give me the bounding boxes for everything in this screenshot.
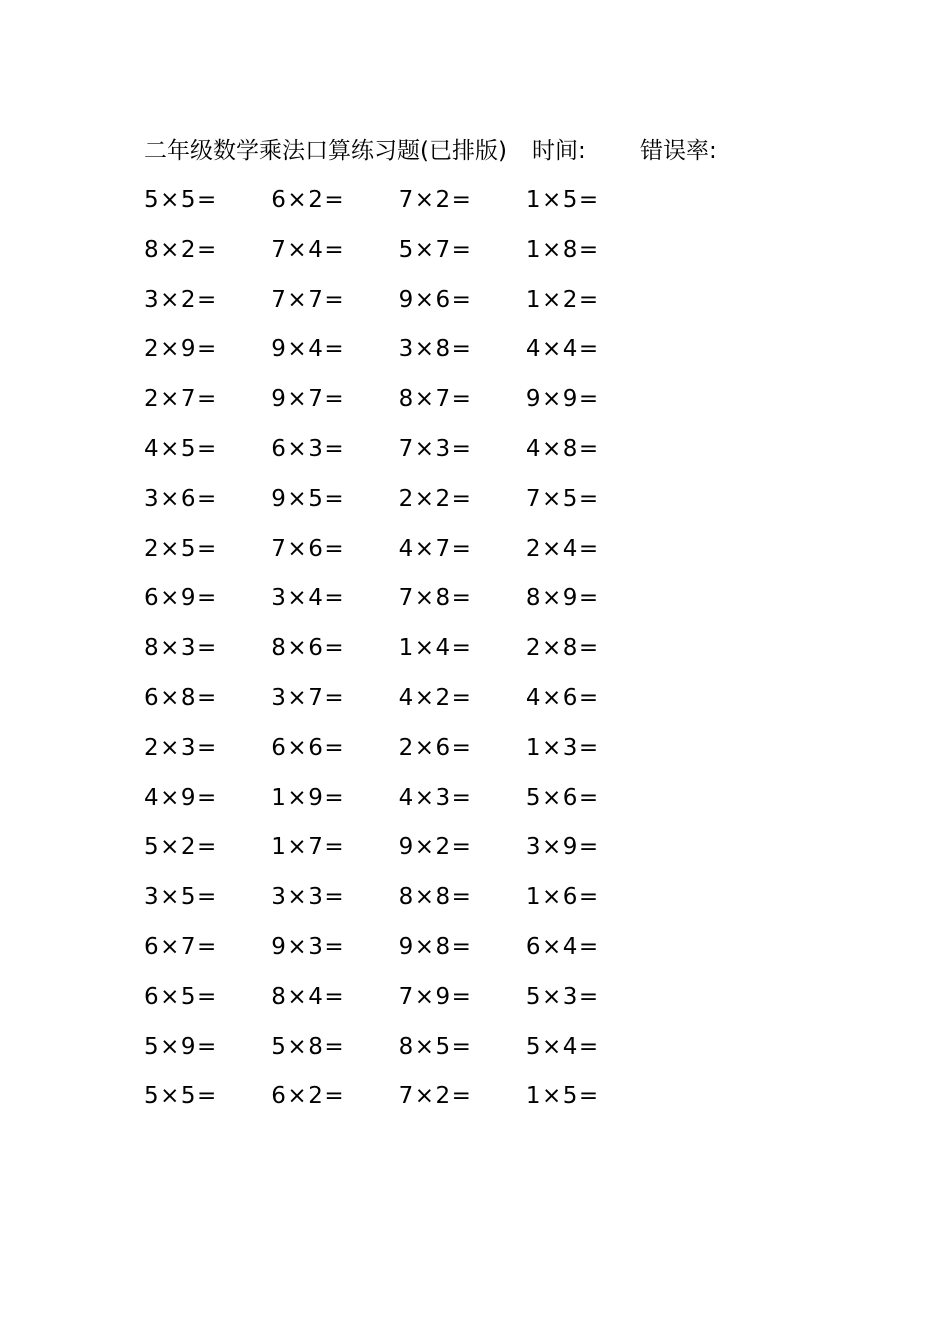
worksheet-title: 二年级数学乘法口算练习题(已排版) xyxy=(144,138,507,164)
problem-item: 4×5= xyxy=(144,435,218,462)
time-label: 时间: xyxy=(532,138,586,164)
problem-row xyxy=(144,184,664,234)
problem-item: 1×8= xyxy=(525,236,600,263)
problem-item: 4×9= xyxy=(144,784,218,811)
problem-row xyxy=(144,433,664,483)
problem-item: 7×9= xyxy=(398,983,473,1010)
problem-row xyxy=(144,931,664,981)
problem-item: 6×4= xyxy=(525,933,600,960)
problem-item: 3×4= xyxy=(271,585,346,612)
problem-item: 9×2= xyxy=(398,834,473,861)
problem-item: 5×7= xyxy=(398,236,473,263)
problem-item: 7×7= xyxy=(271,286,346,313)
problem-item: 3×8= xyxy=(398,336,473,363)
problem-item: 7×5= xyxy=(525,485,600,512)
problem-row xyxy=(144,383,664,433)
error-rate-label: 错误率: xyxy=(640,138,717,164)
problem-item: 6×6= xyxy=(271,734,346,761)
problem-item: 6×2= xyxy=(271,187,346,213)
problem-item: 1×5= xyxy=(525,187,600,213)
problem-item: 7×8= xyxy=(398,585,473,612)
problem-item: 3×9= xyxy=(525,834,600,861)
problem-item: 5×5= xyxy=(144,1083,218,1110)
problem-item: 3×5= xyxy=(144,884,218,911)
problem-row xyxy=(144,732,664,782)
problem-item: 2×5= xyxy=(144,535,218,562)
problem-item: 2×7= xyxy=(144,386,218,413)
problem-item: 5×5= xyxy=(144,187,218,213)
problem-item: 2×3= xyxy=(144,734,218,761)
problem-item: 2×8= xyxy=(525,635,600,662)
problem-grid xyxy=(144,184,664,1130)
problem-item: 8×8= xyxy=(398,884,473,911)
problem-item: 8×4= xyxy=(271,983,346,1010)
problem-row xyxy=(144,284,664,334)
problem-item: 7×3= xyxy=(398,435,473,462)
problem-item: 4×4= xyxy=(525,336,600,363)
problem-item: 4×7= xyxy=(398,535,473,562)
problem-item: 7×2= xyxy=(398,1083,473,1110)
problem-item: 2×2= xyxy=(398,485,473,512)
problem-item: 9×5= xyxy=(271,485,346,512)
problem-item: 1×7= xyxy=(271,834,346,861)
problem-row xyxy=(144,881,664,931)
problem-row xyxy=(144,782,664,832)
problem-item: 3×3= xyxy=(271,884,346,911)
problem-item: 2×6= xyxy=(398,734,473,761)
problem-item: 9×7= xyxy=(271,386,346,413)
problem-item: 5×8= xyxy=(271,1033,346,1060)
problem-item: 1×4= xyxy=(398,635,473,662)
problem-item: 6×8= xyxy=(144,684,218,711)
problem-item: 1×9= xyxy=(271,784,346,811)
problem-item: 9×6= xyxy=(398,286,473,313)
problem-item: 5×2= xyxy=(144,834,218,861)
problem-item: 4×2= xyxy=(398,684,473,711)
problem-row xyxy=(144,1080,664,1130)
problem-item: 1×2= xyxy=(525,286,600,313)
problem-item: 2×4= xyxy=(525,535,600,562)
problem-row xyxy=(144,483,664,533)
problem-item: 8×3= xyxy=(144,635,218,662)
problem-item: 1×5= xyxy=(525,1083,600,1110)
problem-item: 6×5= xyxy=(144,983,218,1010)
problem-item: 5×6= xyxy=(525,784,600,811)
problem-item: 7×4= xyxy=(271,236,346,263)
problem-item: 8×6= xyxy=(271,635,346,662)
problem-item: 3×7= xyxy=(271,684,346,711)
problem-item: 3×6= xyxy=(144,485,218,512)
problem-row xyxy=(144,234,664,284)
problem-item: 9×8= xyxy=(398,933,473,960)
problem-row xyxy=(144,981,664,1031)
problem-item: 8×2= xyxy=(144,236,218,263)
problem-item: 1×6= xyxy=(525,884,600,911)
problem-item: 8×5= xyxy=(398,1033,473,1060)
problem-item: 7×2= xyxy=(398,187,473,213)
problem-row xyxy=(144,632,664,682)
problem-row xyxy=(144,831,664,881)
problem-row xyxy=(144,582,664,632)
problem-item: 8×7= xyxy=(398,386,473,413)
problem-item: 5×9= xyxy=(144,1033,218,1060)
problem-row xyxy=(144,1031,664,1081)
problem-item: 5×4= xyxy=(525,1033,600,1060)
problem-row xyxy=(144,533,664,583)
problem-item: 9×9= xyxy=(525,386,600,413)
problem-item: 4×3= xyxy=(398,784,473,811)
problem-item: 3×2= xyxy=(144,286,218,313)
problem-item: 8×9= xyxy=(525,585,600,612)
problem-item: 6×7= xyxy=(144,933,218,960)
problem-row xyxy=(144,682,664,732)
problem-item: 6×9= xyxy=(144,585,218,612)
problem-item: 6×3= xyxy=(271,435,346,462)
problem-item: 4×8= xyxy=(525,435,600,462)
problem-item: 7×6= xyxy=(271,535,346,562)
problem-item: 5×3= xyxy=(525,983,600,1010)
problem-item: 6×2= xyxy=(271,1083,346,1110)
problem-item: 9×3= xyxy=(271,933,346,960)
problem-item: 1×3= xyxy=(525,734,600,761)
problem-item: 2×9= xyxy=(144,336,218,363)
problem-item: 9×4= xyxy=(271,336,346,363)
problem-row xyxy=(144,333,664,383)
problem-item: 4×6= xyxy=(525,684,600,711)
